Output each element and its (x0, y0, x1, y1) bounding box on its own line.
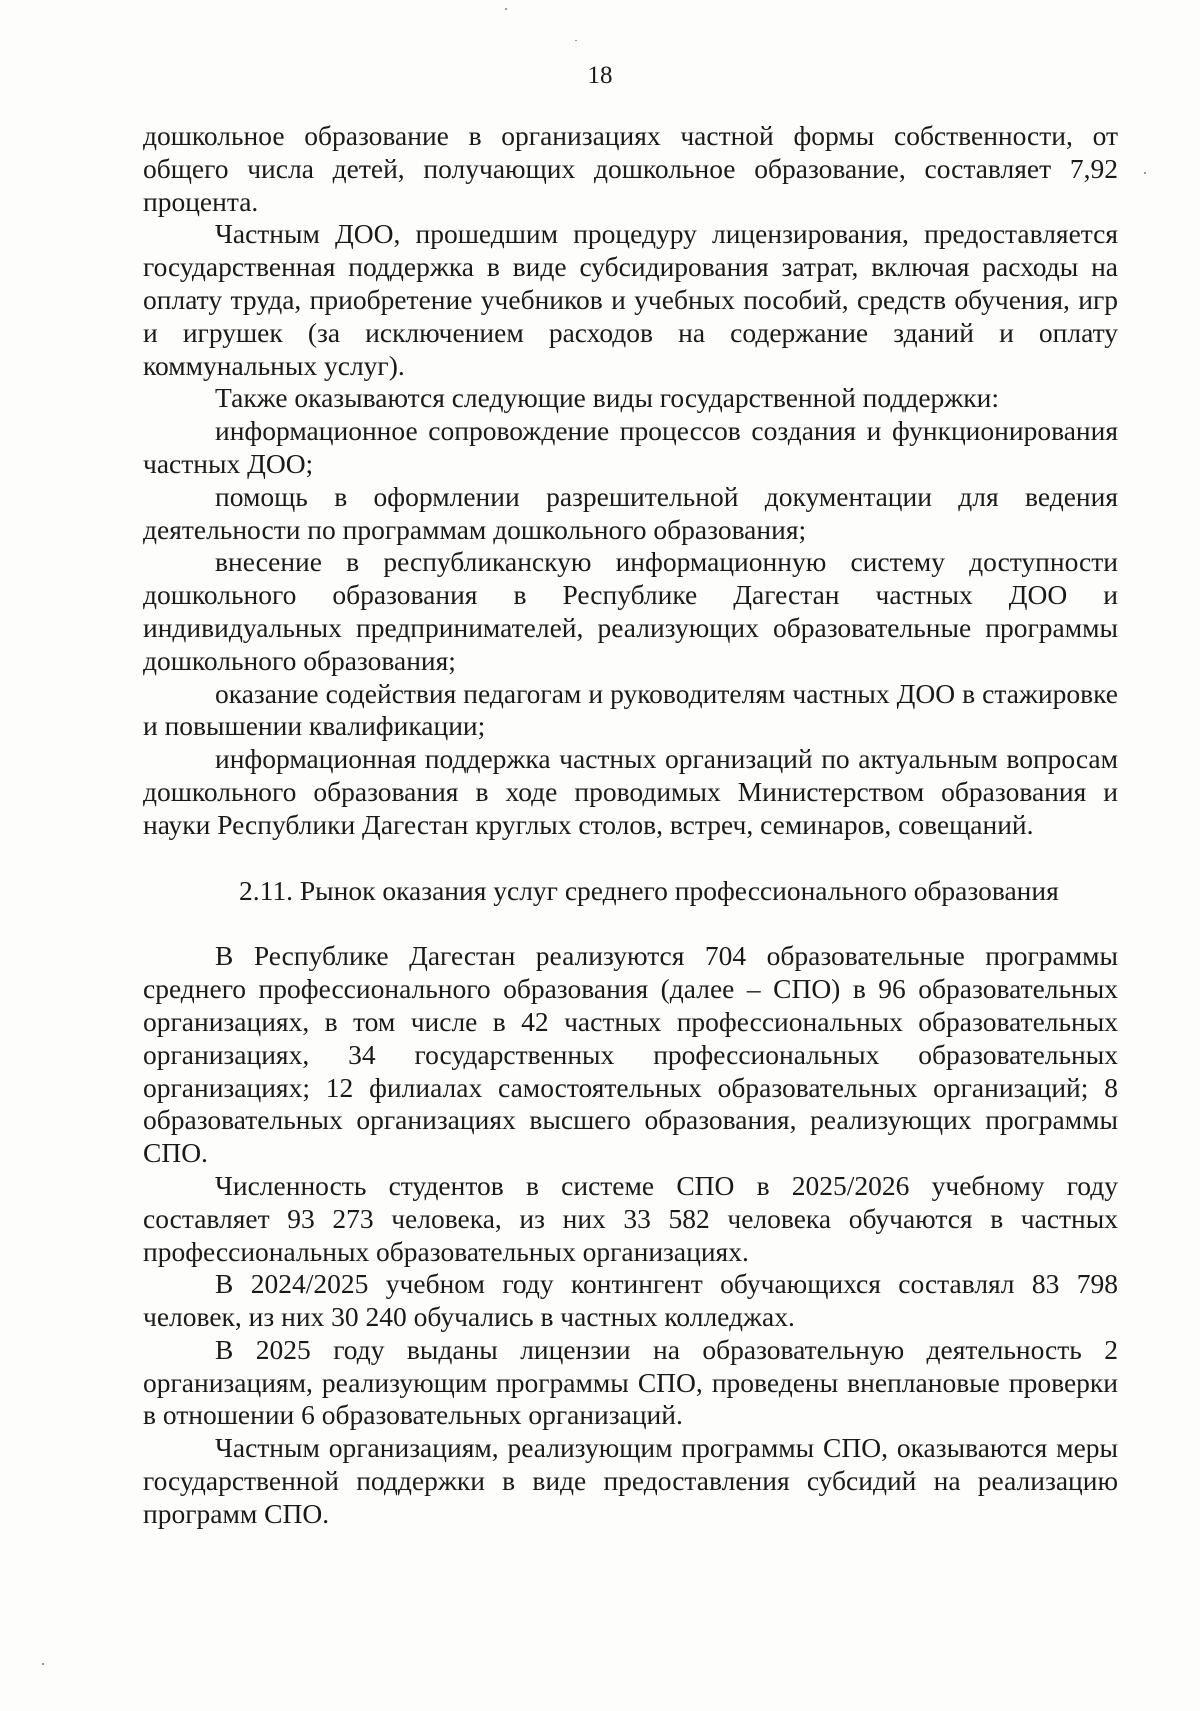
scan-speck (575, 40, 577, 41)
paragraph: Также оказываются следующие виды государственной поддержки: (215, 382, 1000, 414)
document-body (143, 120, 1118, 1531)
paragraph: В 2025 году выданы лицензии на образовательную деятельность 2 организациям, реализующим программы СПО, проведены внеплановые проверки в отношении 6 образовательных организаций. (143, 1333, 1118, 1431)
paragraph: Частным организациям, реализующим программы СПО, оказываются меры государственной поддержки в виде предоставления субсидий на реализацию программ СПО. (143, 1432, 1118, 1529)
paragraph: дошкольное образование в организациях частной формы собственности, от общего числа детей, получающих дошкольное образование, составляет 7,92 процента. (143, 120, 1118, 217)
scan-speck (1144, 172, 1146, 174)
paragraph: Частным ДОО, прошедшим процедуру лицензирования, предоставляется государственная поддержка в виде субсидирования затрат, включая расходы на оплату труда, приобретение учебников и учебных пособий, средств обучения, игр и игрушек (за исключением расходов на содержание зданий и оплату коммунальных услуг). (143, 218, 1118, 381)
list-item: информационная поддержка частных организаций по актуальным вопросам дошкольного образования в ходе проводимых Министерством образования и науки Республики Дагестан круглых столов, встреч, семинаров, совещаний. (143, 743, 1118, 840)
list-item: помощь в оформлении разрешительной документации для ведения деятельности по программам дошкольного образования; (143, 480, 1118, 545)
paragraph: Численность студентов в системе СПО в 2025/2026 учебному году составляет 93 273 человека, из них 33 582 человека обучаются в частных профессиональных образовательных организациях. (143, 1169, 1118, 1267)
scan-speck (42, 1663, 44, 1665)
list-item: информационное сопровождение процессов создания и функционирования частных ДОО; (143, 415, 1118, 479)
page-number: 18 (587, 62, 613, 89)
list-item: внесение в республиканскую информационную систему доступности дошкольного образования в Республике Дагестан частных ДОО и индивидуальных предпринимателей, реализующих образовательные программы дошкольного образования; (143, 546, 1118, 676)
list-item: оказание содействия педагогам и руководителям частных ДОО в стажировке и повышении квалификации; (143, 677, 1118, 742)
paragraph: В Республике Дагестан реализуются 704 образовательные программы среднего профессионального образования (далее – СПО) в 96 образовательных организациях, в том числе в 42 частных профессиональных образовательных организациях, 34 государственных профессиональных образовательных организациях; 12 филиалах самостоятельных образовательных организаций; 8 образовательных организациях высшего образования, реализующих программы СПО. (143, 940, 1118, 1169)
paragraph: В 2024/2025 учебном году контингент обучающихся составлял 83 798 человек, из них 30 240 обучались в частных колледжах. (143, 1268, 1118, 1333)
section-heading: 2.11. Рынок оказания услуг среднего профессионального образования (239, 874, 1059, 906)
scan-speck (505, 8, 507, 10)
